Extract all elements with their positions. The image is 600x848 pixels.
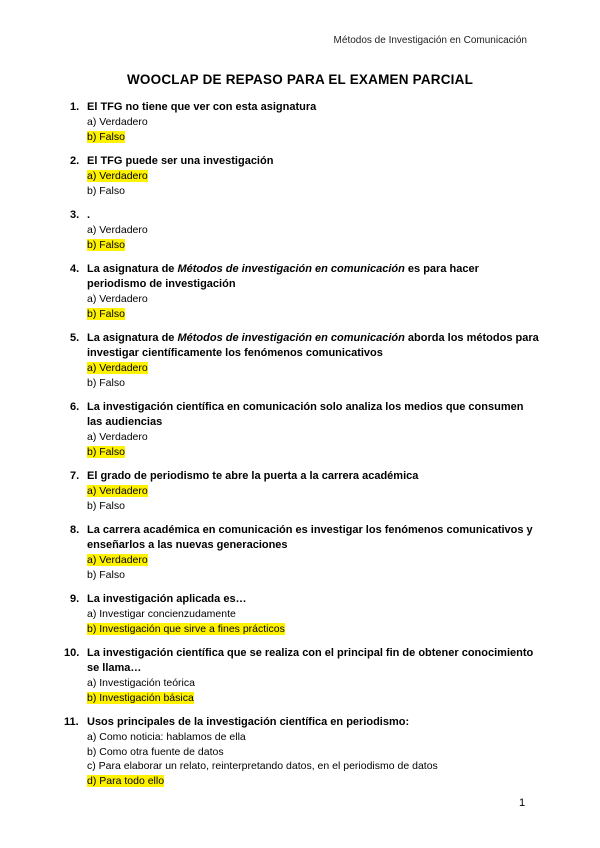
- question-text: [70, 592, 540, 607]
- question-item: [70, 100, 540, 144]
- question-text-part: El TFG no tiene que ver con esta asignatura: [87, 101, 317, 113]
- question-text: [70, 331, 540, 361]
- answer-option: [87, 568, 540, 583]
- question-number: 2.: [70, 155, 80, 167]
- answer-option: [87, 430, 540, 445]
- option-text: c) Para elaborar un relato, reinterpretando datos, en el periodismo de datos: [87, 760, 438, 772]
- option-text: a) Verdadero: [87, 293, 148, 305]
- question-text-emphasis: Métodos de investigación en comunicación: [177, 332, 405, 344]
- option-text: b) Investigación que sirve a fines prácticos: [87, 622, 285, 635]
- question-number: 1.: [70, 101, 80, 113]
- question-number: 9.: [70, 593, 80, 605]
- question-text: [70, 262, 540, 292]
- question-text: [70, 208, 540, 223]
- option-text: b) Falso: [87, 238, 125, 251]
- answer-option: [87, 607, 540, 622]
- option-text: b) Falso: [87, 184, 125, 197]
- question-text-part: Usos principales de la investigación científica en periodismo:: [87, 716, 410, 728]
- option-text: b) Falso: [87, 445, 125, 458]
- question-item: [70, 523, 540, 582]
- answer-option: [87, 184, 540, 199]
- question-text-part: es para hacer periodismo de investigación: [87, 263, 479, 290]
- option-text: b) Falso: [87, 307, 125, 320]
- answer-option: [87, 115, 540, 130]
- question-text: [70, 523, 540, 553]
- question-text: [70, 100, 540, 115]
- question-text-part: La investigación científica que se realiza con el principal fin de obtener conocimiento se llama…: [87, 647, 534, 674]
- question-text-emphasis: Métodos de investigación en comunicación: [177, 263, 405, 275]
- option-text: a) Verdadero: [87, 170, 148, 182]
- question-number: 3.: [70, 209, 80, 221]
- option-text: b) Falso: [87, 568, 125, 581]
- page-number: 1: [519, 797, 526, 809]
- question-number: 11.: [64, 716, 79, 728]
- question-item: [70, 208, 540, 252]
- question-text: [64, 715, 540, 730]
- option-text: b) Falso: [87, 130, 125, 143]
- question-item: [64, 715, 540, 788]
- answer-option: [87, 730, 540, 745]
- question-item: [70, 331, 540, 390]
- answer-option: [87, 376, 540, 391]
- question-number: 8.: [70, 524, 80, 536]
- question-number: 6.: [70, 401, 80, 413]
- correct-answer-option: [87, 553, 540, 568]
- page-header: Métodos de Investigación en Comunicación: [333, 35, 527, 46]
- option-text: a) Verdadero: [87, 116, 148, 128]
- question-text-part: aborda los métodos para investigar científicamente los fenómenos comunicativos: [87, 332, 539, 359]
- correct-answer-option: [87, 169, 540, 184]
- answer-option: [87, 676, 540, 691]
- question-number: 10.: [64, 647, 80, 659]
- answer-option: [87, 759, 540, 774]
- question-item: [70, 262, 540, 321]
- correct-answer-option: [87, 130, 540, 145]
- correct-answer-option: [87, 774, 540, 789]
- question-item: [70, 469, 540, 513]
- question-item: [70, 154, 540, 198]
- question-text: [70, 154, 540, 169]
- correct-answer-option: [87, 307, 540, 322]
- correct-answer-option: [87, 238, 540, 253]
- question-item: [64, 646, 540, 705]
- question-number: 5.: [70, 332, 80, 344]
- question-text-part: La carrera académica en comunicación es investigar los fenómenos comunicativos y enseñarlos a las nuevas generaciones: [87, 524, 533, 551]
- question-list: [64, 100, 540, 798]
- answer-option: [87, 499, 540, 514]
- option-text: d) Para todo ello: [87, 774, 165, 787]
- option-text: a) Investigar concienzudamente: [87, 608, 236, 620]
- option-text: b) Investigación básica: [87, 691, 194, 704]
- option-text: a) Verdadero: [87, 554, 148, 566]
- question-text-part: La asignatura de: [87, 332, 178, 344]
- correct-answer-option: [87, 445, 540, 460]
- question-text: [64, 646, 540, 676]
- option-text: a) Verdadero: [87, 485, 148, 497]
- document-title: WOOCLAP DE REPASO PARA EL EXAMEN PARCIAL: [126, 72, 474, 87]
- question-number: 7.: [70, 470, 80, 482]
- question-text-part: El grado de periodismo te abre la puerta a la carrera académica: [87, 470, 419, 482]
- correct-answer-option: [87, 484, 540, 499]
- option-text: b) Falso: [87, 376, 125, 389]
- question-text-part: La investigación científica en comunicación solo analiza los medios que consumen las audiencias: [87, 401, 524, 428]
- option-text: a) Investigación teórica: [87, 677, 195, 689]
- answer-option: [87, 292, 540, 307]
- question-text: [70, 469, 540, 484]
- question-item: [70, 400, 540, 459]
- question-number: 4.: [70, 263, 80, 275]
- option-text: b) Falso: [87, 499, 125, 512]
- option-text: a) Verdadero: [87, 362, 148, 374]
- option-text: a) Como noticia: hablamos de ella: [87, 731, 246, 743]
- question-text: [70, 400, 540, 430]
- question-text-part: El TFG puede ser una investigación: [87, 155, 274, 167]
- correct-answer-option: [87, 361, 540, 376]
- question-text-part: La investigación aplicada es…: [87, 593, 247, 605]
- question-text-part: .: [87, 209, 91, 221]
- correct-answer-option: [87, 622, 540, 637]
- option-text: b) Como otra fuente de datos: [87, 745, 224, 758]
- answer-option: [87, 745, 540, 760]
- answer-option: [87, 223, 540, 238]
- option-text: a) Verdadero: [87, 431, 148, 443]
- option-text: a) Verdadero: [87, 224, 148, 236]
- question-text-part: La asignatura de: [87, 263, 178, 275]
- question-item: [70, 592, 540, 636]
- correct-answer-option: [87, 691, 540, 706]
